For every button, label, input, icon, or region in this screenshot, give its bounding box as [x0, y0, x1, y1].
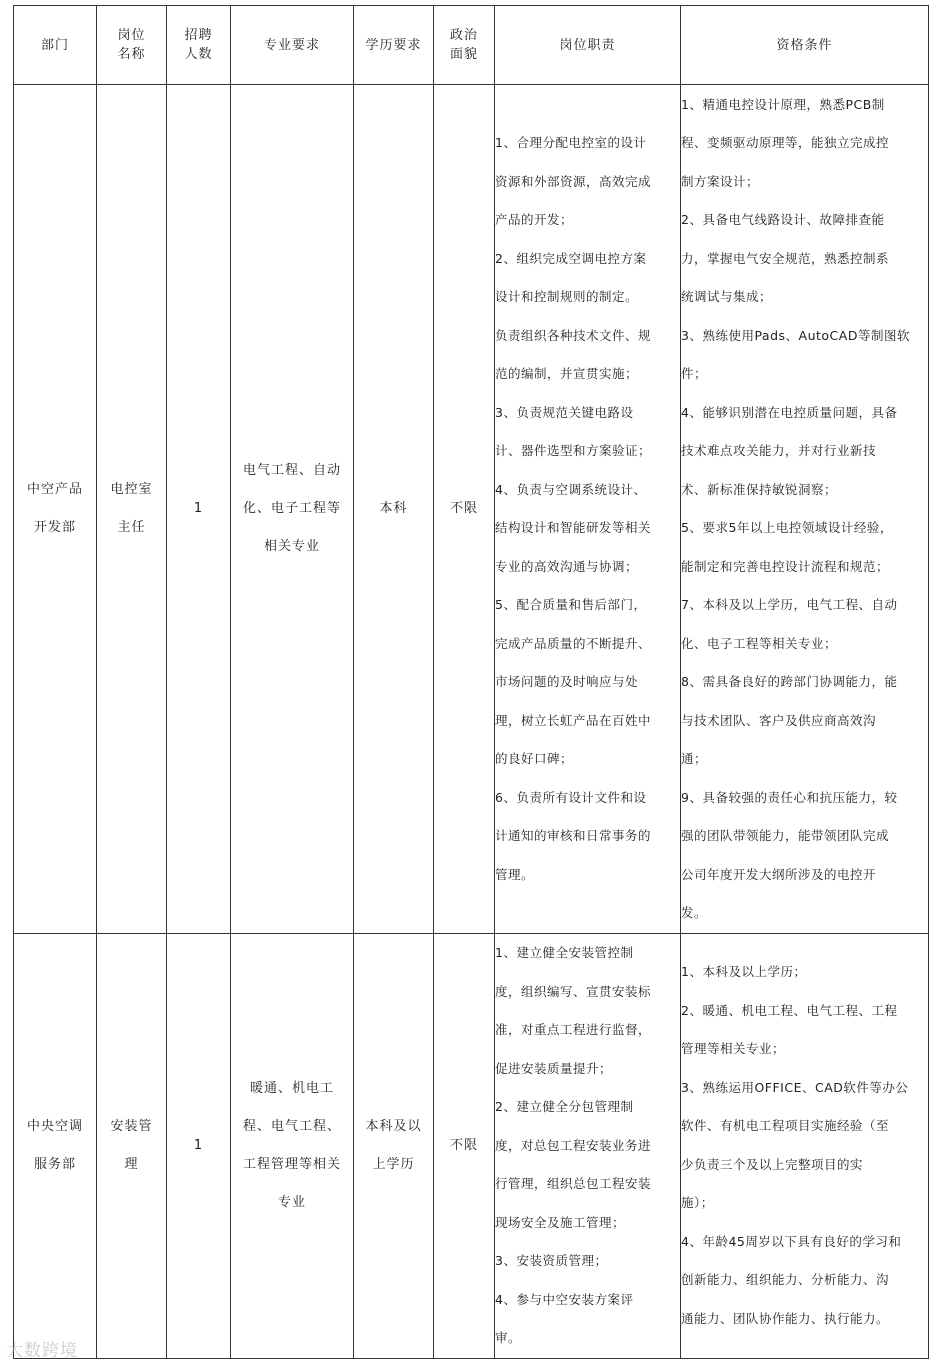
duty-line: 市场问题的及时响应与处 — [495, 674, 639, 689]
qualification-line: 与技术团队、客户及供应商高效沟 — [681, 712, 877, 728]
header-row — [14, 6, 929, 85]
headcount-cell: 1 — [167, 85, 231, 934]
header-department: 部门 — [14, 6, 97, 85]
header-education: 学历要求 — [354, 6, 434, 85]
qualification-line: 5、要求5年以上电控领域设计经验， — [681, 520, 893, 535]
qualification-line: 施）； — [681, 1195, 714, 1211]
qualification-line: 术、新标准保持敏锐洞察； — [681, 481, 838, 497]
duty-line: 完成产品质量的不断提升、 — [495, 635, 652, 651]
duty-line: 3、安装资质管理； — [495, 1253, 608, 1268]
duty-line: 1、合理分配电控室的设计 — [495, 135, 647, 150]
header-qualifications: 资格条件 — [681, 6, 929, 85]
qualification-line: 2、具备电气线路设计、故障排查能 — [681, 212, 885, 227]
duty-line: 4、负责与空调系统设计、 — [495, 481, 647, 497]
department-cell: 中空产品 开发部 — [14, 85, 97, 934]
duty-line: 计、器件选型和方案验证； — [495, 443, 652, 458]
qualification-line: 少负责三个及以上完整项目的实 — [681, 1156, 864, 1172]
position-name-cell: 安装管 理 — [97, 934, 167, 1359]
qualification-line: 通能力、团队协作能力、执行能力。 — [681, 1310, 890, 1326]
qualification-line: 3、熟练使用Pads、AutoCAD等制图软 — [681, 327, 910, 343]
header-headcount: 招聘 人数 — [167, 6, 231, 85]
duty-line: 管理。 — [495, 866, 535, 882]
qualification-line: 创新能力、组织能力、分析能力、沟 — [681, 1272, 890, 1288]
table-row — [14, 934, 929, 1359]
qualification-line: 件； — [681, 366, 708, 381]
duties-cell — [495, 934, 681, 1359]
position-name-cell: 电控室 主任 — [97, 85, 167, 934]
duty-line: 设计和控制规则的制定。 — [495, 289, 639, 304]
qualification-line: 发。 — [681, 905, 708, 920]
duty-line: 负责组织各种技术文件、规 — [495, 327, 652, 343]
table-row — [14, 85, 929, 934]
duty-line: 计通知的审核和日常事务的 — [495, 828, 652, 843]
qualification-line: 制方案设计； — [681, 173, 760, 189]
duty-line: 4、参与中空安装方案评 — [495, 1291, 634, 1307]
header-political-status: 政治 面貌 — [434, 6, 495, 85]
duty-line: 的良好口碑； — [495, 751, 574, 766]
duty-line: 专业的高效沟通与协调； — [495, 558, 639, 574]
duty-line: 现场安全及施工管理； — [495, 1214, 626, 1230]
duty-line: 度，组织编写、宣贯安装标 — [495, 983, 652, 999]
duty-line: 1、建立健全安装管控制 — [495, 945, 634, 960]
major-cell: 暖通、机电工 程、电气工程、 工程管理等相关 专业 — [231, 934, 354, 1359]
qualification-line: 化、电子工程等相关专业； — [681, 635, 838, 651]
duty-line: 行管理，组织总包工程安装 — [495, 1176, 652, 1191]
qualification-line: 1、本科及以上学历； — [681, 964, 807, 980]
duties-cell — [495, 85, 681, 934]
major-cell: 电气工程、自动 化、电子工程等 相关专业 — [231, 85, 354, 934]
duty-line: 审。 — [495, 1330, 522, 1345]
political-status-cell: 不限 — [434, 85, 495, 934]
qualification-line: 技术难点攻关能力，并对行业新技 — [681, 443, 877, 458]
duty-line: 促进安装质量提升； — [495, 1060, 613, 1076]
political-status-cell: 不限 — [434, 934, 495, 1359]
duty-line: 2、组织完成空调电控方案 — [495, 250, 647, 266]
duty-line: 2、建立健全分包管理制 — [495, 1099, 634, 1114]
header-major: 专业要求 — [231, 6, 354, 85]
header-duties: 岗位职责 — [495, 6, 681, 85]
qualification-line: 能制定和完善电控设计流程和规范； — [681, 558, 890, 574]
duty-line: 产品的开发； — [495, 212, 574, 227]
qualification-line: 4、年龄45周岁以下具有良好的学习和 — [681, 1233, 902, 1249]
qualification-line: 4、能够识别潜在电控质量问题，具备 — [681, 404, 898, 420]
qualification-line: 管理等相关专业； — [681, 1041, 786, 1057]
qualification-line: 力，掌握电气安全规范，熟悉控制系 — [681, 250, 890, 266]
duty-line: 5、配合质量和售后部门， — [495, 597, 647, 612]
duty-line: 范的编制，并宣贯实施； — [495, 366, 639, 381]
recruitment-table — [13, 5, 929, 1359]
qualifications-cell — [681, 85, 929, 934]
qualification-line: 软件、有机电工程项目实施经验（至 — [681, 1118, 890, 1134]
duty-line: 6、负责所有设计文件和设 — [495, 789, 647, 805]
qualification-line: 统调试与集成； — [681, 289, 773, 304]
qualification-line: 强的团队带领能力，能带领团队完成 — [681, 828, 890, 843]
qualification-line: 2、暖通、机电工程、电气工程、工程 — [681, 1002, 898, 1018]
header-position-name: 岗位 名称 — [97, 6, 167, 85]
qualification-line: 8、需具备良好的跨部门协调能力，能 — [681, 674, 898, 689]
duty-line: 理，树立长虹产品在百姓中 — [495, 712, 652, 728]
duty-line: 结构设计和智能研发等相关 — [495, 520, 652, 535]
qualification-line: 公司年度开发大纲所涉及的电控开 — [681, 866, 877, 882]
qualification-line: 1、精通电控设计原理，熟悉PCB制 — [681, 96, 885, 112]
education-cell: 本科及以 上学历 — [354, 934, 434, 1359]
qualification-line: 3、熟练运用OFFICE、CAD软件等办公 — [681, 1079, 909, 1095]
qualification-line: 7、本科及以上学历，电气工程、自动 — [681, 597, 898, 612]
department-cell: 中央空调 服务部 — [14, 934, 97, 1359]
duty-line: 度，对总包工程安装业务进 — [495, 1137, 652, 1153]
qualification-line: 程、变频驱动原理等，能独立完成控 — [681, 135, 890, 150]
qualifications-cell — [681, 934, 929, 1359]
watermark: 大数跨境 — [6, 1341, 78, 1361]
qualification-line: 通； — [681, 751, 708, 766]
headcount-cell: 1 — [167, 934, 231, 1359]
duty-line: 3、负责规范关键电路设 — [495, 404, 634, 420]
duty-line: 准，对重点工程进行监督， — [495, 1022, 652, 1037]
education-cell: 本科 — [354, 85, 434, 934]
duty-line: 资源和外部资源，高效完成 — [495, 173, 652, 189]
qualification-line: 9、具备较强的责任心和抗压能力，较 — [681, 789, 898, 805]
